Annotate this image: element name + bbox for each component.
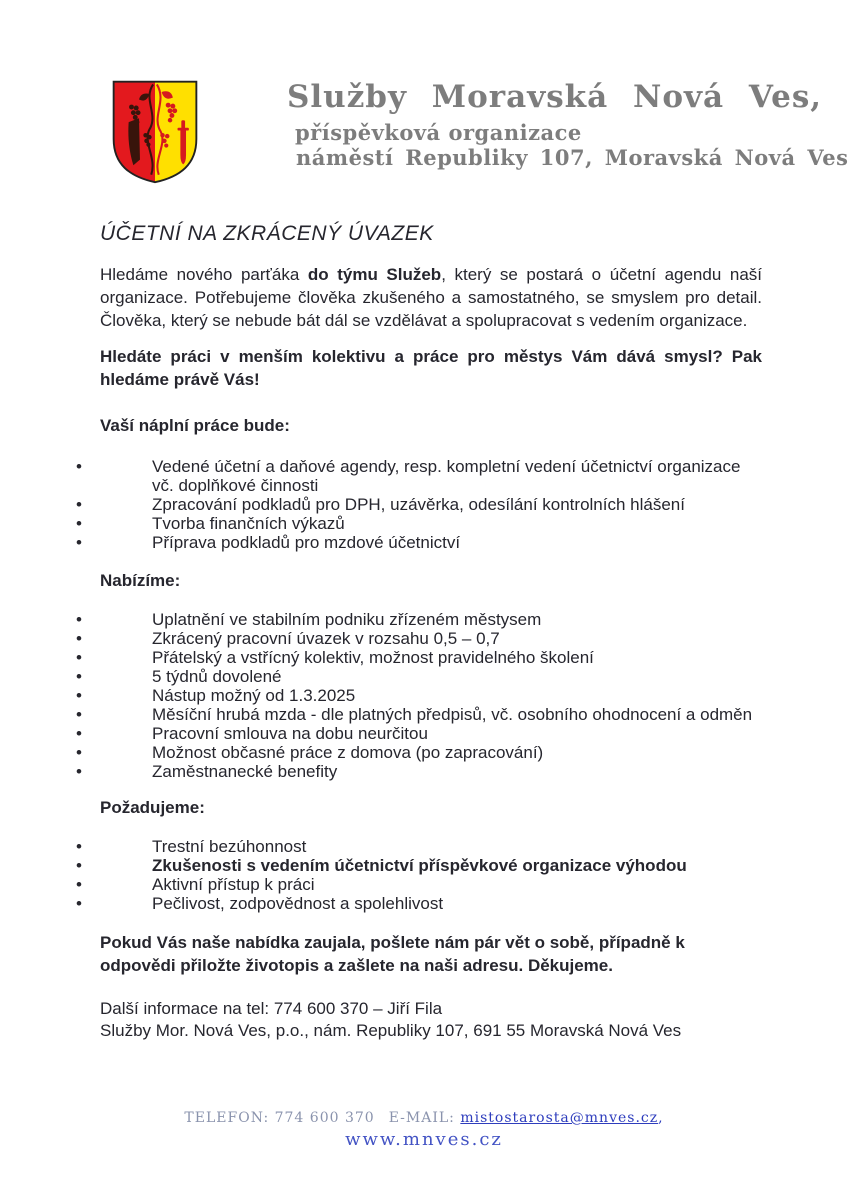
- org-name: Služby Moravská Nová Ves,: [287, 79, 823, 115]
- bullet-icon: •: [76, 667, 82, 686]
- list-item-text: Trestní bezúhonnost: [152, 837, 307, 856]
- bullet-icon: •: [76, 533, 82, 552]
- contact-line-phone: Další informace na tel: 774 600 370 – Jiří Fila: [100, 999, 443, 1018]
- list-item: [76, 762, 762, 781]
- job-title: ÚČETNÍ NA ZKRÁCENÝ ÚVAZEK: [100, 222, 434, 245]
- intro-paragraph: [100, 263, 762, 332]
- bullet-icon: •: [76, 894, 82, 913]
- bullet-icon: •: [76, 875, 82, 894]
- website-link[interactable]: www.mnves.cz: [345, 1129, 503, 1150]
- list-item: [76, 667, 762, 686]
- intro-text-pre: Hledáme nového parťáka: [100, 265, 308, 284]
- document-body: [76, 222, 762, 1042]
- bullet-icon: •: [76, 629, 82, 648]
- list-item: [76, 629, 762, 648]
- list-item: [76, 724, 762, 743]
- list-item-text: Pečlivost, zodpovědnost a spolehlivost: [152, 894, 444, 913]
- list-item-text: Přátelský a vstřícný kolektiv, možnost pravidelného školení: [152, 648, 594, 667]
- email-link[interactable]: mistostarosta@mnves.cz: [460, 1110, 659, 1126]
- bullet-icon: •: [76, 705, 82, 724]
- list-item: [76, 610, 762, 629]
- org-address: náměstí Republiky 107, Moravská Nová Ves: [296, 145, 848, 170]
- list-item: [76, 495, 762, 514]
- bullet-icon: •: [76, 762, 82, 781]
- closing-paragraph: Pokud Vás naše nabídka zaujala, pošlete nám pár vět o sobě, případně k odpovědi přiložte životopis a zašlete na naši adresu. Děkujeme.: [100, 933, 685, 975]
- list-item-text: Zpracování podkladů pro DPH, uzávěrka, odesílání kontrolních hlášení: [152, 495, 685, 514]
- bullet-icon: •: [76, 457, 82, 476]
- list-item-text: Příprava podkladů pro mzdové účetnictví: [152, 533, 461, 552]
- page-footer: [0, 1110, 848, 1150]
- offer-list: [76, 610, 762, 781]
- list-item: [76, 686, 762, 705]
- list-item: [76, 875, 762, 894]
- list-item-text: Pracovní smlouva na dobu neurčitou: [152, 724, 428, 743]
- bullet-icon: •: [76, 724, 82, 743]
- list-item: [76, 533, 762, 552]
- list-item-text: Tvorba finančních výkazů: [152, 514, 345, 533]
- list-item: [76, 457, 762, 495]
- section-heading-tasks: Vaší náplní práce bude:: [100, 416, 290, 435]
- list-item-text: Aktivní přístup k práci: [152, 875, 315, 894]
- bullet-icon: •: [76, 837, 82, 856]
- list-item-text: Vedené účetní a daňové agendy, resp. kompletní vedení účetnictví organizace vč. doplňkové činnosti: [152, 457, 741, 495]
- list-item-text: Uplatnění ve stabilním podniku zřízeném městysem: [152, 610, 542, 629]
- footer-comma: ,: [658, 1110, 664, 1126]
- intro-text-post: , který se postará o účetní agendu naší organizace. Potřebujeme člověka zkušeného a samostatného, se smyslem pro detail. Člověka, který se nebude bát dál se vzdělávat a spolupracovat s vedením organizace.: [100, 265, 762, 330]
- list-item-text: Zkrácený pracovní úvazek v rozsahu 0,5 – 0,7: [152, 629, 500, 648]
- bullet-icon: •: [76, 610, 82, 629]
- tasks-list: [76, 457, 762, 552]
- list-item-text: Zkušenosti s vedením účetnictví příspěvkové organizace výhodou: [152, 856, 687, 875]
- question-paragraph: Hledáte práci v menším kolektivu a práce pro městys Vám dává smysl? Pak hledáme právě Vás!: [100, 347, 762, 389]
- coat-of-arms-logo: [108, 76, 202, 186]
- intro-text-bold: do týmu Služeb: [307, 265, 442, 284]
- bullet-icon: •: [76, 856, 82, 875]
- list-item-text: Měsíční hrubá mzda - dle platných předpisů, vč. osobního ohodnocení a odměn: [152, 705, 753, 724]
- section-heading-offer: Nabízíme:: [100, 571, 181, 590]
- section-heading-requirements: Požadujeme:: [100, 798, 205, 817]
- list-item: [76, 856, 762, 875]
- list-item: [76, 648, 762, 667]
- email-label: E-MAIL:: [388, 1110, 455, 1126]
- list-item-text: Nástup možný od 1.3.2025: [152, 686, 356, 705]
- list-item: [76, 743, 762, 762]
- bullet-icon: •: [76, 648, 82, 667]
- bullet-icon: •: [76, 495, 82, 514]
- list-item: [76, 514, 762, 533]
- list-item-text: Možnost občasné práce z domova (po zapracování): [152, 743, 544, 762]
- footer-contact-line: [0, 1110, 848, 1126]
- list-item-text: 5 týdnů dovolené: [152, 667, 282, 686]
- contact-info: [100, 998, 762, 1042]
- contact-line-address: Služby Mor. Nová Ves, p.o., nám. Republiky 107, 691 55 Moravská Nová Ves: [100, 1021, 682, 1040]
- bullet-icon: •: [76, 514, 82, 533]
- org-type: příspěvková organizace: [295, 120, 582, 145]
- list-item-text: Zaměstnanecké benefity: [152, 762, 338, 781]
- list-item: [76, 705, 762, 724]
- requirements-list: [76, 837, 762, 913]
- phone-label: TELEFON:: [184, 1110, 270, 1126]
- bullet-icon: •: [76, 743, 82, 762]
- list-item: [76, 894, 762, 913]
- list-item: [76, 837, 762, 856]
- phone-number: 774 600 370: [274, 1110, 375, 1126]
- bullet-icon: •: [76, 686, 82, 705]
